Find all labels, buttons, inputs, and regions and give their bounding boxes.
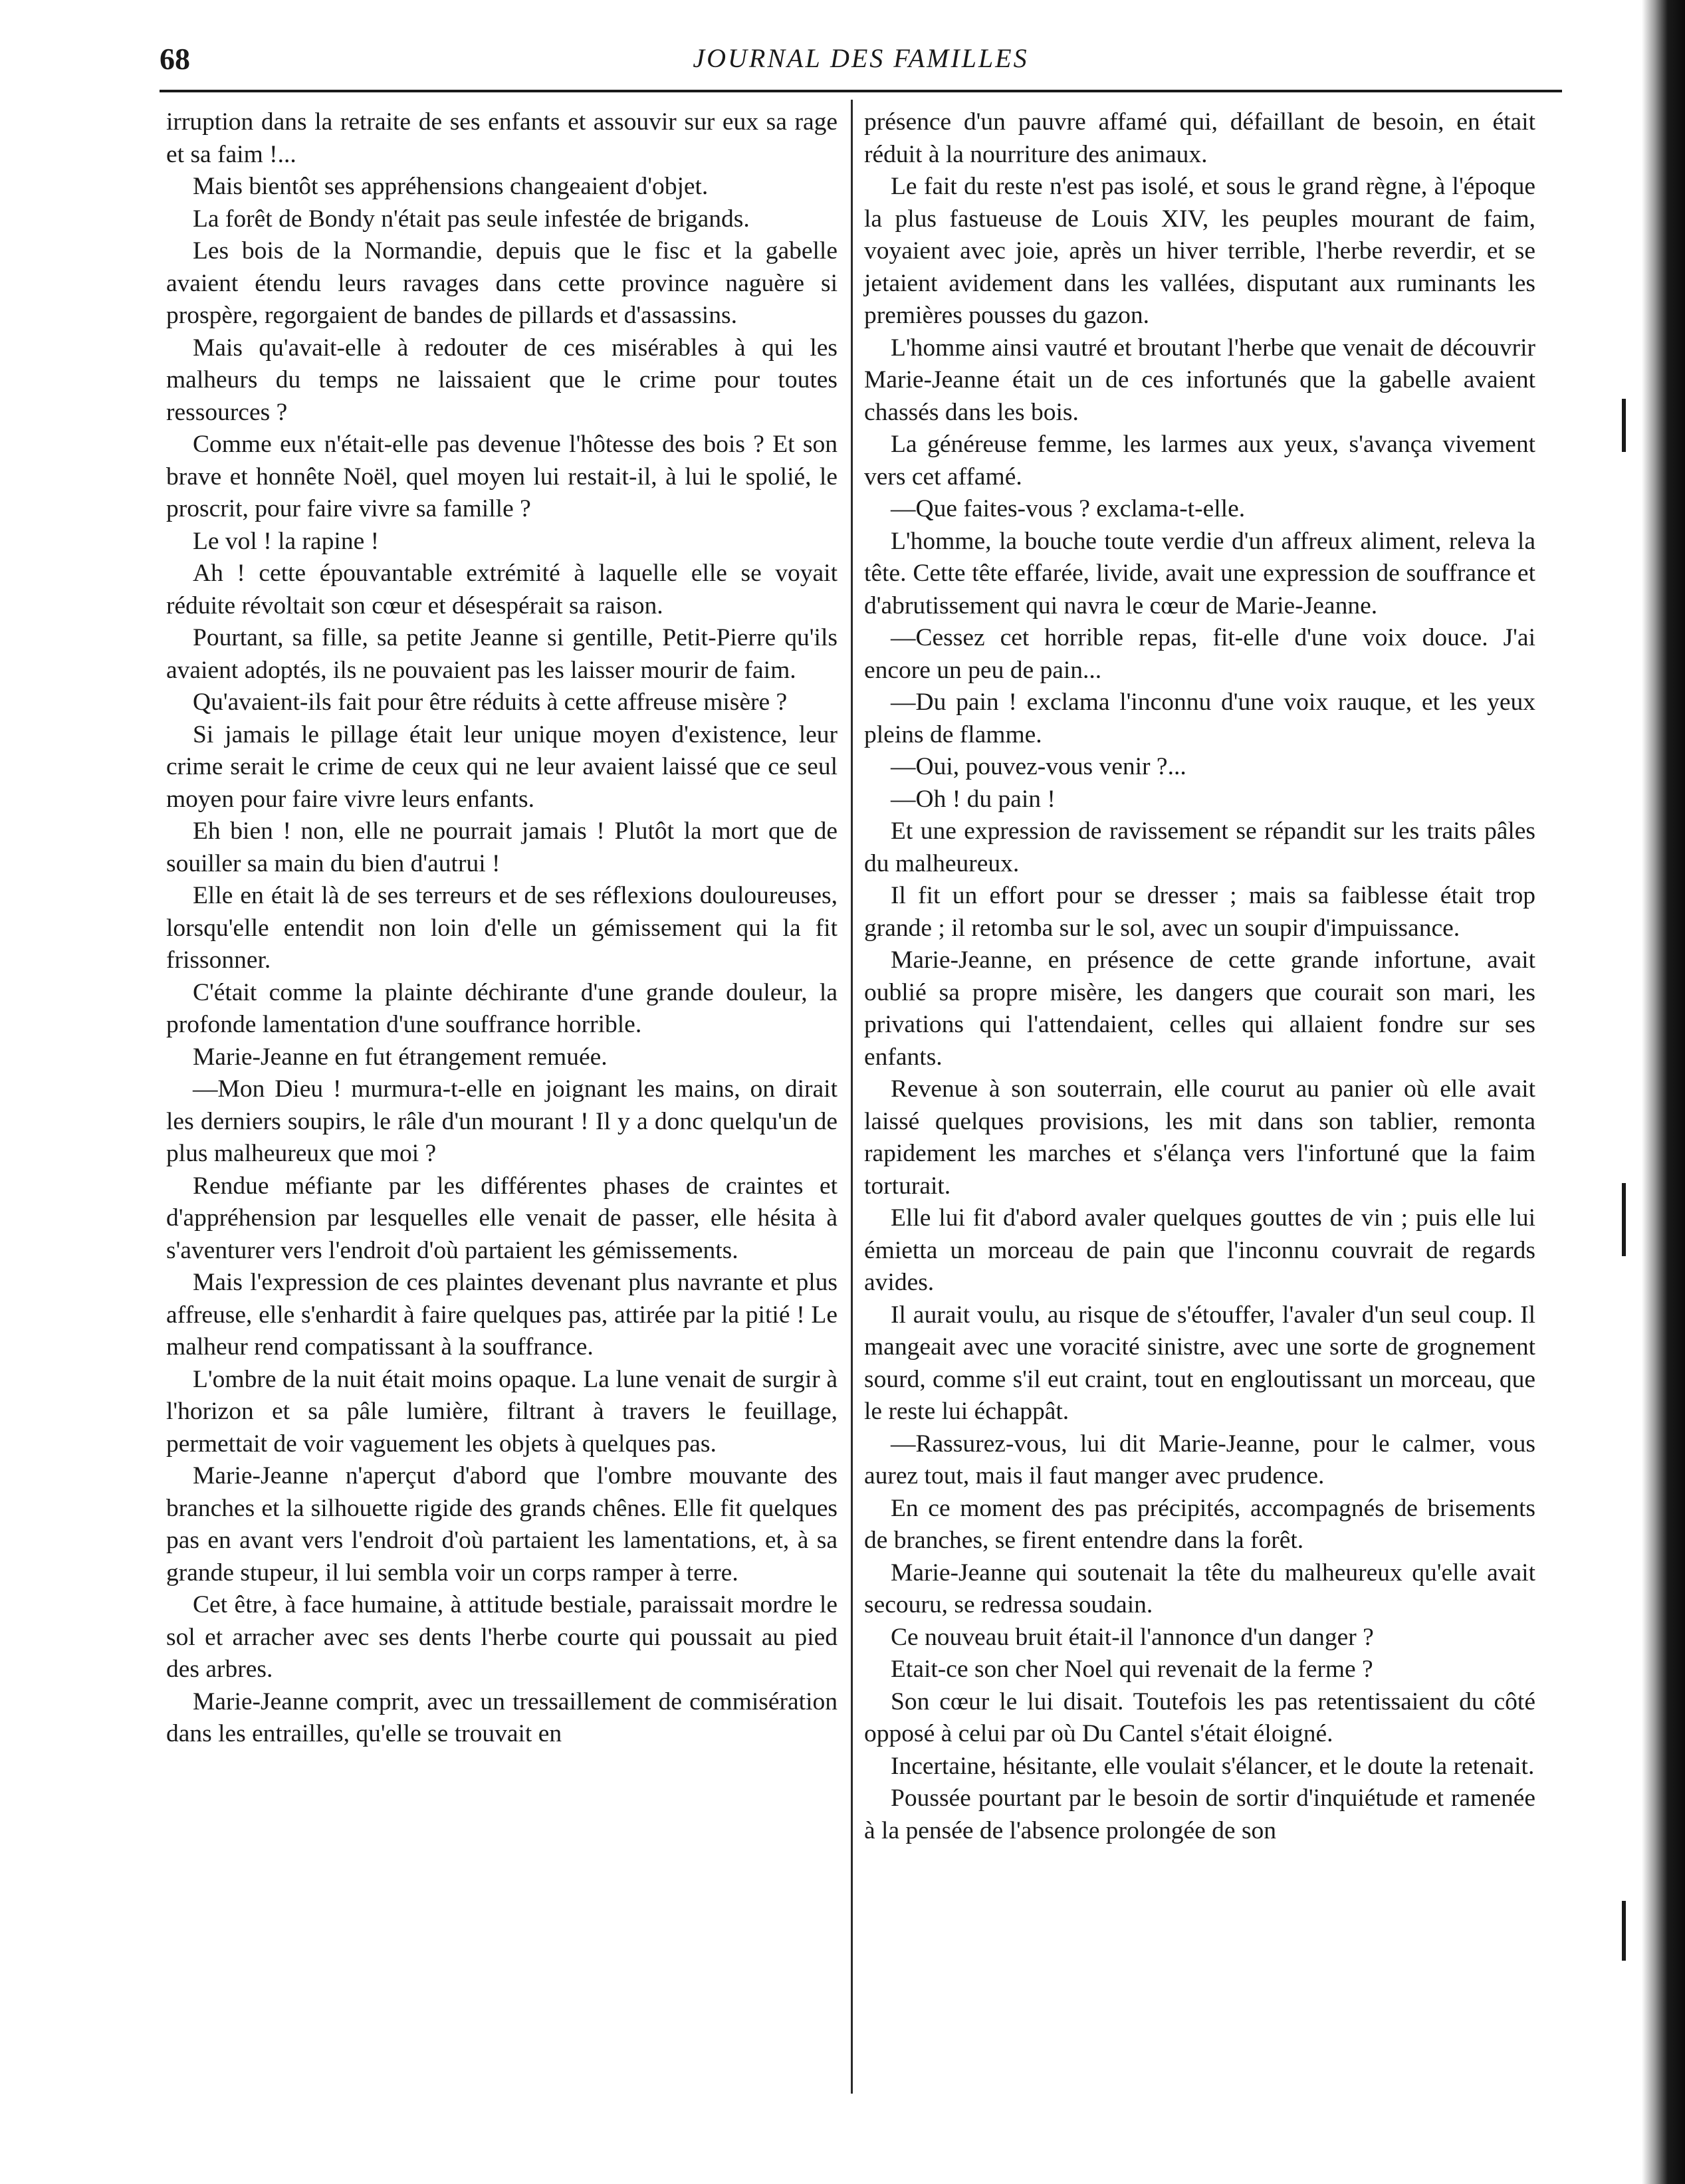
- paragraph: Marie-Jeanne n'aperçut d'abord que l'ombre mouvante des branches et la silhouette rigide des grands chênes. Elle fit quelques pas en avant vers l'endroit d'où partaient les lamentations, et, à sa grande stupeur, il lui sembla voir un corps ramper à terre.: [166, 1462, 838, 1586]
- paragraph: Revenue à son souterrain, elle courut au panier où elle avait laissé quelques provisions, les mit dans son tablier, remonta rapidement les marches et s'élança vers l'infortuné que la faim torturait.: [864, 1075, 1535, 1200]
- paragraph: La généreuse femme, les larmes aux yeux, s'avança vivement vers cet affamé.: [864, 431, 1535, 491]
- paragraph: présence d'un pauvre affamé qui, défaillant de besoin, en était réduit à la nourriture des animaux.: [864, 108, 1535, 168]
- paragraph: Mais bientôt ses appréhensions changeaient d'objet.: [193, 173, 709, 200]
- paragraph: Eh bien ! non, elle ne pourrait jamais ! Plutôt la mort que de souiller sa main du bien d'autrui !: [166, 818, 838, 877]
- left-column: [166, 106, 838, 1751]
- paragraph: Il fit un effort pour se dresser ; mais sa faiblesse était trop grande ; il retomba sur le sol, avec un soupir d'impuissance.: [864, 882, 1535, 942]
- paragraph: L'ombre de la nuit était moins opaque. La lune venait de surgir à l'horizon et sa pâle lumière, filtrant à travers le feuillage, permettait de voir vaguement les objets à quelques pas.: [166, 1365, 838, 1458]
- paragraph: —Cessez cet horrible repas, fit-elle d'une voix douce. J'ai encore un peu de pain...: [864, 624, 1535, 684]
- page-number: 68: [160, 42, 190, 76]
- paragraph: Comme eux n'était-elle pas devenue l'hôtesse des bois ? Et son brave et honnête Noël, quel moyen lui restait-il, à lui le spolié, le proscrit, pour faire vivre sa famille ?: [166, 431, 838, 522]
- binding-edge: [1642, 0, 1685, 2184]
- paragraph: L'homme, la bouche toute verdie d'un affreux aliment, releva la tête. Cette tête effarée, livide, avait une expression de souffrance et d'abrutissement qui navra le cœur de Marie-Jeanne.: [864, 527, 1535, 619]
- paragraph: Elle en était là de ses terreurs et de ses réflexions douloureuses, lorsqu'elle entendit non loin d'elle un gémissement qui la fit frissonner.: [166, 882, 838, 974]
- paragraph: —Oui, pouvez-vous venir ?...: [891, 753, 1186, 780]
- paragraph: En ce moment des pas précipités, accompagnés de brisements de branches, se firent entendre dans la forêt.: [864, 1494, 1535, 1554]
- paragraph: Marie-Jeanne comprit, avec un tressaillement de commisération dans les entrailles, qu'elle se trouvait en: [166, 1688, 838, 1747]
- paragraph: Marie-Jeanne en fut étrangement remuée.: [193, 1043, 608, 1071]
- paragraph: Rendue méfiante par les différentes phases de craintes et d'appréhension par lesquelles elle venait de passer, elle hésita à s'aventurer vers l'endroit d'où partaient les gémissements.: [166, 1172, 838, 1264]
- paragraph: —Mon Dieu ! murmura-t-elle en joignant les mains, on dirait les derniers soupirs, le râle d'un mourant ! Il y a donc quelqu'un de plus malheureux que moi ?: [166, 1075, 838, 1167]
- paragraph: Elle lui fit d'abord avaler quelques gouttes de vin ; puis elle lui émietta un morceau de pain que l'inconnu couvrait de regards avides.: [864, 1204, 1535, 1296]
- paragraph: Marie-Jeanne, en présence de cette grande infortune, avait oublié sa propre misère, les dangers que courait son mari, les privations qui l'attendaient, celles qui allaient fondre sur ses enfants.: [864, 946, 1535, 1071]
- binding-mark: [1622, 1901, 1626, 1961]
- paragraph: Mais l'expression de ces plaintes devenant plus navrante et plus affreuse, elle s'enhardit à faire quelques pas, attirée par la pitié ! Le malheur rend compatissant à la souffrance.: [166, 1269, 838, 1361]
- paragraph: —Oh ! du pain !: [891, 785, 1056, 813]
- binding-mark: [1622, 1183, 1626, 1256]
- paragraph: La forêt de Bondy n'était pas seule infestée de brigands.: [193, 205, 750, 233]
- paragraph: Le fait du reste n'est pas isolé, et sous le grand règne, à l'époque la plus fastueuse de Louis XIV, les peuples mourant de faim, voyaient avec joie, après un hiver terrible, l'herbe reverdir, et se jetaient avidement dans les vallées, disputant aux ruminants les premières pousses du gazon.: [864, 173, 1535, 329]
- paragraph: L'homme ainsi vautré et broutant l'herbe que venait de découvrir Marie-Jeanne était un de ces infortunés que la gabelle avaient chassés dans les bois.: [864, 334, 1535, 426]
- paragraph: irruption dans la retraite de ses enfants et assouvir sur eux sa rage et sa faim !...: [166, 108, 838, 168]
- paragraph: C'était comme la plainte déchirante d'une grande douleur, la profonde lamentation d'une souffrance horrible.: [166, 978, 838, 1038]
- paragraph: Son cœur le lui disait. Toutefois les pas retentissaient du côté opposé à celui par où Du Cantel s'était éloigné.: [864, 1688, 1535, 1747]
- paragraph: Qu'avaient-ils fait pour être réduits à cette affreuse misère ?: [193, 689, 788, 716]
- paragraph: Le vol ! la rapine !: [193, 527, 380, 555]
- paragraph: Les bois de la Normandie, depuis que le fisc et la gabelle avaient étendu leurs ravages dans cette province naguère si prospère, regorgaient de bandes de pillards et d'assassins.: [166, 237, 838, 329]
- header-rule: [160, 90, 1562, 92]
- paragraph: Si jamais le pillage était leur unique moyen d'existence, leur crime serait le crime de ceux qui ne leur avaient laissé que ce seul moyen pour faire vivre leurs enfants.: [166, 720, 838, 813]
- paragraph: Pourtant, sa fille, sa petite Jeanne si gentille, Petit-Pierre qu'ils avaient adoptés, ils ne pouvaient pas les laisser mourir de faim.: [166, 624, 838, 684]
- paragraph: Il aurait voulu, au risque de s'étouffer, l'avaler d'un seul coup. Il mangeait avec une voracité sinistre, avec une sorte de grognement sourd, comme s'il eut craint, tout en engloutissant un morceau, que le reste lui échappât.: [864, 1301, 1535, 1425]
- right-column: [864, 106, 1535, 1847]
- paragraph: Incertaine, hésitante, elle voulait s'élancer, et le doute la retenait.: [891, 1752, 1535, 1780]
- paragraph: Et une expression de ravissement se répandit sur les traits pâles du malheureux.: [864, 818, 1535, 877]
- running-title: JOURNAL DES FAMILLES: [693, 43, 1029, 73]
- paragraph: —Rassurez-vous, lui dit Marie-Jeanne, pour le calmer, vous aurez tout, mais il faut manger avec prudence.: [864, 1430, 1535, 1489]
- paragraph: —Du pain ! exclama l'inconnu d'une voix rauque, et les yeux pleins de flamme.: [864, 689, 1535, 748]
- paragraph: Poussée pourtant par le besoin de sortir d'inquiétude et ramenée à la pensée de l'absence prolongée de son: [864, 1785, 1535, 1844]
- page-header: [153, 39, 1569, 85]
- paragraph: Etait-ce son cher Noel qui revenait de la ferme ?: [891, 1656, 1373, 1683]
- paragraph: —Que faites-vous ? exclama-t-elle.: [891, 495, 1246, 522]
- paragraph: Cet être, à face humaine, à attitude bestiale, paraissait mordre le sol et arracher avec ses dents l'herbe courte qui poussait au pied des arbres.: [166, 1591, 838, 1683]
- binding-mark: [1622, 399, 1626, 452]
- paragraph: Ah ! cette épouvantable extrémité à laquelle elle se voyait réduite révoltait son cœur et désespérait sa raison.: [166, 560, 838, 619]
- paragraph: Mais qu'avait-elle à redouter de ces misérables à qui les malheurs du temps ne laissaient que le crime pour toutes ressources ?: [166, 334, 838, 426]
- column-divider: [851, 100, 853, 2094]
- paragraph: Ce nouveau bruit était-il l'annonce d'un danger ?: [891, 1623, 1374, 1651]
- paragraph: Marie-Jeanne qui soutenait la tête du malheureux qu'elle avait secouru, se redressa soudain.: [864, 1559, 1535, 1618]
